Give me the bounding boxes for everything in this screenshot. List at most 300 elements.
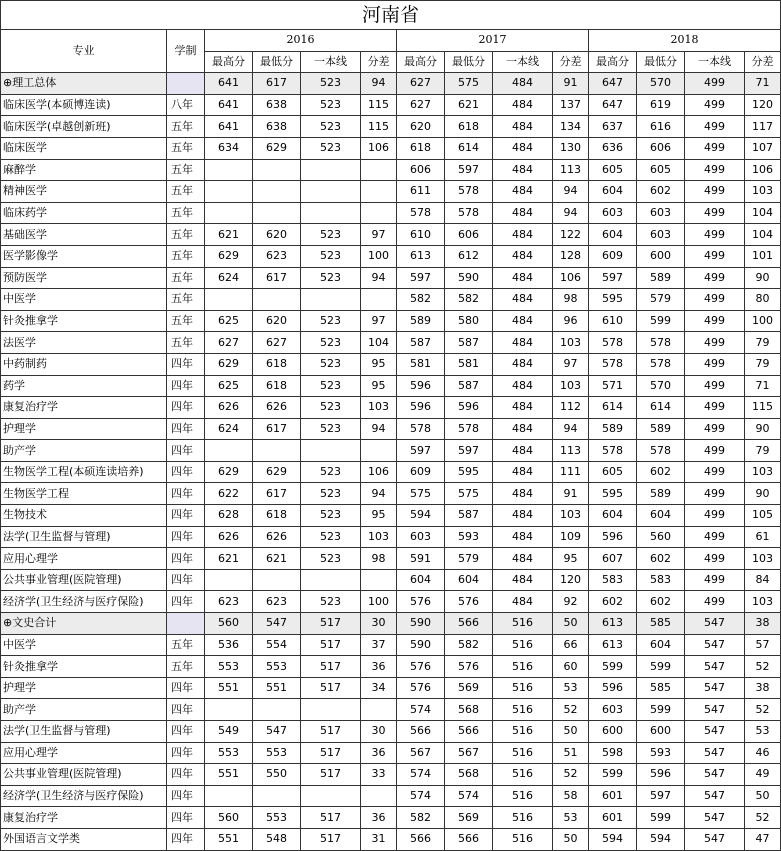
diff-score-2017: 60 [553,656,589,678]
min-score-2018: 589 [637,267,685,289]
line-score-2017: 516 [493,721,553,743]
max-score-2016: 551 [205,677,253,699]
diff-score-2016: 37 [361,634,397,656]
min-score-2018: 600 [637,721,685,743]
summary-row [1,73,781,95]
min-score-2017: 568 [445,699,493,721]
line-score-2018: 547 [685,656,745,678]
diff-score-2017: 128 [553,245,589,267]
line-score-2017: 484 [493,310,553,332]
line-score-2016 [301,181,361,203]
diff-score-2016: 103 [361,397,397,419]
major-cell: 中药制药 [1,353,167,375]
min-score-2016 [253,289,301,311]
max-score-2016 [205,202,253,224]
max-score-2018: 609 [589,245,637,267]
line-score-2017: 516 [493,785,553,807]
diff-score-2016: 115 [361,94,397,116]
line-score-2017: 484 [493,224,553,246]
min-score-2017: 576 [445,656,493,678]
header-line-2016: 一本线 [301,51,361,73]
diff-score-2017: 51 [553,742,589,764]
diff-score-2016: 97 [361,224,397,246]
diff-score-2017: 134 [553,116,589,138]
line-score-2018: 499 [685,353,745,375]
table-row [1,591,781,613]
table-row [1,375,781,397]
max-score-2016: 560 [205,807,253,829]
duration-cell: 四年 [167,483,205,505]
header-max-2017: 最高分 [397,51,445,73]
table-row [1,159,781,181]
diff-score-2016: 97 [361,310,397,332]
max-score-2018: 602 [589,591,637,613]
line-score-2018: 499 [685,73,745,95]
line-score-2017: 516 [493,699,553,721]
diff-score-2017: 94 [553,202,589,224]
min-score-2016: 550 [253,764,301,786]
diff-score-2017: 92 [553,591,589,613]
line-score-2016: 517 [301,764,361,786]
table-row [1,224,781,246]
min-score-2018: 605 [637,159,685,181]
diff-score-2017: 52 [553,764,589,786]
table-row [1,202,781,224]
diff-score-2018: 100 [745,310,781,332]
max-score-2016 [205,440,253,462]
duration-cell: 五年 [167,634,205,656]
max-score-2018: 596 [589,526,637,548]
table-row [1,505,781,527]
min-score-2017: 569 [445,677,493,699]
line-score-2017: 484 [493,569,553,591]
header-min-2018: 最低分 [637,51,685,73]
line-score-2018: 499 [685,418,745,440]
min-score-2018: 603 [637,202,685,224]
duration-cell: 五年 [167,245,205,267]
diff-score-2016 [361,440,397,462]
min-score-2018: 603 [637,224,685,246]
line-score-2018: 499 [685,440,745,462]
line-score-2016: 517 [301,634,361,656]
line-score-2017: 516 [493,634,553,656]
table-row [1,310,781,332]
max-score-2017: 589 [397,310,445,332]
diff-score-2017: 103 [553,505,589,527]
diff-score-2016 [361,785,397,807]
duration-cell: 四年 [167,699,205,721]
max-score-2017: 613 [397,245,445,267]
duration-cell: 五年 [167,137,205,159]
diff-score-2016: 31 [361,828,397,850]
max-score-2018: 603 [589,699,637,721]
duration-cell: 四年 [167,353,205,375]
line-score-2018: 547 [685,764,745,786]
line-score-2018: 499 [685,397,745,419]
major-cell: 精神医学 [1,181,167,203]
max-score-2017: 574 [397,699,445,721]
line-score-2018: 499 [685,526,745,548]
line-score-2018: 499 [685,202,745,224]
duration-cell: 五年 [167,332,205,354]
line-score-2018: 499 [685,505,745,527]
max-score-2017: 597 [397,440,445,462]
line-score-2017: 484 [493,137,553,159]
min-score-2016: 617 [253,418,301,440]
duration-cell: 五年 [167,159,205,181]
max-score-2018: 605 [589,159,637,181]
max-score-2018: 603 [589,202,637,224]
line-score-2017: 484 [493,181,553,203]
major-cell: 中医学 [1,289,167,311]
max-score-2018: 610 [589,310,637,332]
max-score-2017: 574 [397,764,445,786]
min-score-2016 [253,569,301,591]
line-score-2017: 484 [493,397,553,419]
duration-cell [167,73,205,95]
line-score-2017: 484 [493,289,553,311]
major-cell: 护理学 [1,418,167,440]
min-score-2017: 597 [445,159,493,181]
max-score-2018: 614 [589,397,637,419]
diff-score-2016: 36 [361,656,397,678]
header-min-2016: 最低分 [253,51,301,73]
duration-cell: 五年 [167,224,205,246]
summary-label[interactable]: ⊕文史合计 [1,613,167,635]
duration-cell: 五年 [167,656,205,678]
diff-score-2017: 94 [553,181,589,203]
table-row [1,742,781,764]
header-line-2017: 一本线 [493,51,553,73]
duration-cell: 五年 [167,310,205,332]
line-score-2016: 523 [301,505,361,527]
max-score-2017: 590 [397,613,445,635]
max-score-2016: 560 [205,613,253,635]
min-score-2017: 567 [445,742,493,764]
line-score-2018: 499 [685,332,745,354]
diff-score-2017: 50 [553,613,589,635]
min-score-2017: 582 [445,634,493,656]
min-score-2016: 620 [253,310,301,332]
min-score-2016 [253,181,301,203]
duration-cell: 四年 [167,764,205,786]
max-score-2016: 629 [205,245,253,267]
max-score-2017: 610 [397,224,445,246]
min-score-2016: 621 [253,548,301,570]
duration-cell: 八年 [167,94,205,116]
line-score-2016: 523 [301,73,361,95]
duration-cell: 四年 [167,461,205,483]
min-score-2018: 619 [637,94,685,116]
min-score-2017: 579 [445,548,493,570]
min-score-2018: 585 [637,677,685,699]
header-year-2016: 2016 [205,30,397,52]
table-row [1,461,781,483]
min-score-2017: 596 [445,397,493,419]
min-score-2016: 618 [253,375,301,397]
max-score-2017: 578 [397,202,445,224]
max-score-2018: 636 [589,137,637,159]
major-cell: 法学(卫生监督与管理) [1,721,167,743]
diff-score-2018: 50 [745,785,781,807]
line-score-2016: 517 [301,677,361,699]
max-score-2016: 629 [205,461,253,483]
diff-score-2016 [361,289,397,311]
min-score-2016 [253,785,301,807]
duration-cell: 四年 [167,375,205,397]
line-score-2017: 484 [493,483,553,505]
diff-score-2018: 38 [745,677,781,699]
duration-cell: 四年 [167,569,205,591]
table-row [1,764,781,786]
line-score-2017: 484 [493,375,553,397]
min-score-2017: 581 [445,353,493,375]
line-score-2018: 499 [685,569,745,591]
line-score-2018: 547 [685,613,745,635]
min-score-2017: 606 [445,224,493,246]
line-score-2016: 523 [301,137,361,159]
line-score-2018: 499 [685,116,745,138]
max-score-2018: 595 [589,483,637,505]
diff-score-2018: 105 [745,505,781,527]
diff-score-2018: 90 [745,418,781,440]
line-score-2018: 499 [685,245,745,267]
min-score-2016: 629 [253,137,301,159]
summary-label[interactable]: ⊕理工总体 [1,73,167,95]
diff-score-2017: 91 [553,483,589,505]
min-score-2017: 612 [445,245,493,267]
major-cell: 康复治疗学 [1,807,167,829]
max-score-2016: 628 [205,505,253,527]
min-score-2016: 638 [253,94,301,116]
min-score-2016: 617 [253,267,301,289]
major-cell: 康复治疗学 [1,397,167,419]
major-cell: 临床药学 [1,202,167,224]
min-score-2018: 600 [637,245,685,267]
table-row [1,181,781,203]
line-score-2016: 523 [301,245,361,267]
max-score-2017: 582 [397,807,445,829]
diff-score-2018: 57 [745,634,781,656]
duration-cell [167,613,205,635]
min-score-2017: 580 [445,310,493,332]
major-cell: 经济学(卫生经济与医疗保险) [1,591,167,613]
diff-score-2017: 58 [553,785,589,807]
line-score-2018: 499 [685,591,745,613]
diff-score-2017: 113 [553,440,589,462]
max-score-2018: 613 [589,613,637,635]
diff-score-2016: 95 [361,505,397,527]
table-row [1,332,781,354]
diff-score-2016: 95 [361,353,397,375]
max-score-2018: 605 [589,461,637,483]
min-score-2018: 602 [637,548,685,570]
min-score-2016: 626 [253,397,301,419]
diff-score-2018: 84 [745,569,781,591]
min-score-2017: 614 [445,137,493,159]
min-score-2018: 599 [637,699,685,721]
line-score-2016 [301,440,361,462]
diff-score-2016 [361,569,397,591]
line-score-2018: 499 [685,289,745,311]
line-score-2018: 547 [685,677,745,699]
duration-cell: 五年 [167,289,205,311]
table-row [1,526,781,548]
min-score-2017: 618 [445,116,493,138]
line-score-2016: 523 [301,461,361,483]
max-score-2016: 553 [205,742,253,764]
header-line-2018: 一本线 [685,51,745,73]
min-score-2016 [253,202,301,224]
header-max-2018: 最高分 [589,51,637,73]
duration-cell: 四年 [167,785,205,807]
diff-score-2018: 52 [745,699,781,721]
min-score-2016: 553 [253,807,301,829]
min-score-2017: 569 [445,807,493,829]
max-score-2017: 566 [397,828,445,850]
max-score-2017: 590 [397,634,445,656]
min-score-2016: 547 [253,613,301,635]
line-score-2016 [301,785,361,807]
diff-score-2016: 30 [361,613,397,635]
max-score-2016: 536 [205,634,253,656]
line-score-2017: 484 [493,353,553,375]
diff-score-2018: 103 [745,181,781,203]
line-score-2016: 523 [301,418,361,440]
major-cell: 临床医学(卓越创新班) [1,116,167,138]
max-score-2018: 589 [589,418,637,440]
header-years: 学制 [167,30,205,73]
major-cell: 预防医学 [1,267,167,289]
min-score-2017: 574 [445,785,493,807]
major-cell: 生物医学工程(本硕连读培养) [1,461,167,483]
diff-score-2016 [361,181,397,203]
diff-score-2016: 94 [361,483,397,505]
duration-cell: 五年 [167,181,205,203]
header-year-2018: 2018 [589,30,781,52]
min-score-2018: 594 [637,828,685,850]
line-score-2016: 517 [301,721,361,743]
max-score-2017: 591 [397,548,445,570]
min-score-2017: 566 [445,828,493,850]
max-score-2016: 624 [205,267,253,289]
major-cell: 针灸推拿学 [1,656,167,678]
diff-score-2018: 52 [745,807,781,829]
max-score-2016: 622 [205,483,253,505]
major-cell: 中医学 [1,634,167,656]
diff-score-2017: 130 [553,137,589,159]
line-score-2018: 547 [685,807,745,829]
table-row [1,721,781,743]
min-score-2016: 617 [253,73,301,95]
max-score-2016 [205,569,253,591]
line-score-2016 [301,699,361,721]
line-score-2016: 523 [301,353,361,375]
diff-score-2016 [361,699,397,721]
line-score-2018: 547 [685,699,745,721]
line-score-2016: 517 [301,807,361,829]
max-score-2018: 599 [589,764,637,786]
min-score-2017: 587 [445,375,493,397]
line-score-2016: 523 [301,397,361,419]
max-score-2017: 575 [397,483,445,505]
line-score-2017: 484 [493,440,553,462]
max-score-2017: 581 [397,353,445,375]
line-score-2017: 484 [493,526,553,548]
max-score-2018: 604 [589,224,637,246]
max-score-2016: 623 [205,591,253,613]
min-score-2016: 547 [253,721,301,743]
line-score-2017: 484 [493,73,553,95]
line-score-2016: 523 [301,526,361,548]
min-score-2016: 627 [253,332,301,354]
max-score-2018: 583 [589,569,637,591]
min-score-2018: 560 [637,526,685,548]
line-score-2016: 523 [301,483,361,505]
diff-score-2018: 47 [745,828,781,850]
diff-score-2017: 91 [553,73,589,95]
diff-score-2016: 100 [361,245,397,267]
diff-score-2018: 90 [745,483,781,505]
header-diff-2016: 分差 [361,51,397,73]
table-row [1,483,781,505]
title-row [1,1,781,30]
min-score-2017: 587 [445,332,493,354]
line-score-2016 [301,289,361,311]
diff-score-2016 [361,202,397,224]
major-cell: 临床医学 [1,137,167,159]
max-score-2018: 600 [589,721,637,743]
diff-score-2017: 106 [553,267,589,289]
min-score-2018: 570 [637,375,685,397]
max-score-2017: 576 [397,591,445,613]
line-score-2016: 523 [301,267,361,289]
min-score-2017: 597 [445,440,493,462]
line-score-2016: 523 [301,94,361,116]
diff-score-2016: 95 [361,375,397,397]
max-score-2017: 582 [397,289,445,311]
table-title: 河南省 [1,1,781,30]
diff-score-2018: 106 [745,159,781,181]
line-score-2017: 484 [493,418,553,440]
min-score-2016: 618 [253,353,301,375]
duration-cell: 四年 [167,440,205,462]
min-score-2018: 579 [637,289,685,311]
diff-score-2016: 98 [361,548,397,570]
diff-score-2016: 115 [361,116,397,138]
min-score-2017: 587 [445,505,493,527]
line-score-2016: 523 [301,332,361,354]
table-row [1,440,781,462]
line-score-2018: 499 [685,181,745,203]
diff-score-2017: 122 [553,224,589,246]
diff-score-2017: 97 [553,353,589,375]
line-score-2016: 517 [301,742,361,764]
max-score-2018: 595 [589,289,637,311]
max-score-2016: 641 [205,73,253,95]
max-score-2018: 613 [589,634,637,656]
min-score-2017: 566 [445,721,493,743]
line-score-2018: 499 [685,267,745,289]
max-score-2017: 576 [397,656,445,678]
max-score-2016: 621 [205,548,253,570]
max-score-2018: 637 [589,116,637,138]
diff-score-2016 [361,159,397,181]
diff-score-2018: 49 [745,764,781,786]
min-score-2017: 621 [445,94,493,116]
diff-score-2017: 52 [553,699,589,721]
major-cell: 护理学 [1,677,167,699]
